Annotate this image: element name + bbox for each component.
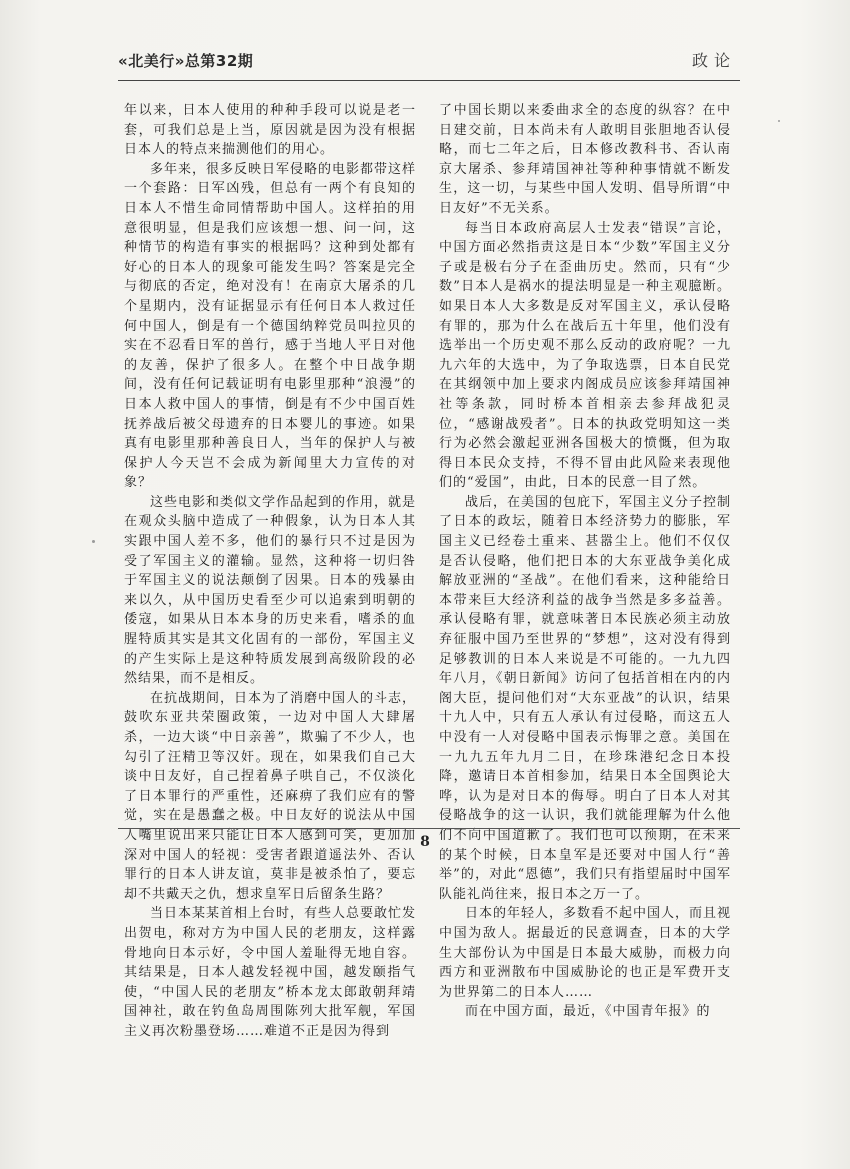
- paragraph: 当日本某某首相上台时，有些人总要敢忙发出贺电，称对方为中国人民的老朋友，这样露骨地向日本示好，令中国人羞耻得无地自容。其结果是，日本人越发轻视中国，越发颐指气使，“中国人民的老朋友”桥本龙太郎敢朝拜靖国神社，敢在钓鱼岛周围陈列大批军舰，军国主义再次粉墨登场……难道不正是因为得到: [124, 906, 417, 1039]
- left-column: [124, 101, 417, 1039]
- paragraph: 了中国长期以来委曲求全的态度的纵容？在中日建交前，日本尚未有人敢明目张胆地否认侵略，而七二年之后，日本修改教科书、否认南京大屠杀、参拜靖国神社等种种事情就不断发生，这一切，与某些中国人发明、倡导所谓“中日友好”不无关系。: [439, 103, 731, 216]
- paragraph: 而在中国方面，最近，《中国青年报》的: [465, 1004, 711, 1020]
- paragraph: 年以来，日本人使用的种种手段可以说是老一套，可我们总是上当，原因就是因为没有根据日本人的特点来揣测他们的用心。: [124, 103, 416, 158]
- paragraph: 在抗战期间，日本为了消磨中国人的斗志，鼓吹东亚共荣圈政策，一边对中国人大肆屠杀，一边大谈“中日亲善”，欺骗了不少人，也勾引了汪精卫等汉奸。现在，如果我们自己大谈中日友好，自己捏着鼻子哄自己，不仅淡化了日本罪行的严重性，还麻痹了我们应有的警觉，实在是愚蠢之极。中日友好的说法从中国人嘴里说出来只能让日本人感到可笑，更加加深对中国人的轻视：受害者跟道遥法外、否认罪行的日本人讲友谊，莫非是被杀怕了，要忘却不共戴天之仇，想求皇军日后留条生路？: [124, 690, 417, 902]
- scan-speck: [778, 120, 780, 122]
- section-title: 政论: [691, 51, 736, 70]
- page-header: [118, 46, 740, 80]
- magazine-title: «北美行»总第32期: [118, 52, 254, 70]
- right-column: [439, 101, 732, 1020]
- page-number: 8: [420, 834, 430, 850]
- paragraph: 每当日本政府高层人士发表“错误”言论，中国方面必然指责这是日本“少数”军国主义分子或是极右分子在歪曲历史。然而，只有“少数”日本人是祸水的提法明显是一种主观臆断。如果日本人大多数是反对军国主义，承认侵略有罪的，那为什么在战后五十年里，他们没有选举出一个历史观不那么反动的政府呢？一九九六年的大选中，为了争取选票，日本自民党在其纲领中加上要求内阁成员应该参拜靖国神社等条款，同时桥本首相亲去参拜战犯灵位，“感谢战殁者”。日本的执政党明知这一类行为必然会激起亚洲各国极大的愤慨，但为取得日本民众支持，不得不冒由此风险来表现他们的“爱国”，由此，日本的民意一目了然。: [439, 220, 731, 491]
- paragraph: 这些电影和类似文学作品起到的作用，就是在观众头脑中造成了一种假象，认为日本人其实跟中国人差不多，他们的暴行只不过是因为受了军国主义的灌输。显然，这种将一切归咎于军国主义的说法颠倒了因果。日本的残暴由来以久，从中国历史看至少可以追索到明朝的倭寇，如果从日本本身的历史来看，嗜杀的血腥特质其实是其文化固有的一部份，军国主义的产生实际上是这种特质发展到高级阶段的必然结果，而不是相反。: [124, 494, 417, 687]
- header-rule: [118, 80, 740, 81]
- footer-rule: [118, 828, 740, 829]
- scan-speck: [92, 540, 95, 543]
- paragraph: 多年来，很多反映日军侵略的电影都带这样一个套路：日军凶残，但总有一两个有良知的日本人不惜生命同情帮助中国人。这样拍的用意很明显，但是我们应该想一想、问一问，这种情节的构造有事实的根据吗？这种到处都有好心的日本人的现象可能发生吗？答案是完全与彻底的否定，绝对没有！在南京大屠杀的几个星期内，没有证据显示有任何日本人救过任何中国人，倒是有一个德国纳粹党员叫拉贝的实在不忍看日军的兽行，感于当地人平日对他的友善，保护了很多人。在整个中日战争期间，没有任何记载证明有电影里那种“浪漫”的日本人救中国人的事情，倒是有不少中国百姓抚养战后被父母遗弃的日本婴儿的事迹。如果真有电影里那种善良日人，当年的保护人与被保护人今天岂不会成为新闻里大力宣传的对象？: [124, 161, 417, 491]
- paragraph: 日本的年轻人，多数看不起中国人，而且视中国为敌人。据最近的民意调查，日本的大学生大部份认为中国是日本最大威胁，而极力向西方和亚洲散布中国威胁论的也正是军费开支为世界第二的日本人……: [439, 906, 732, 1000]
- paragraph: 战后，在美国的包庇下，军国主义分子控制了日本的政坛，随着日本经济势力的膨胀，军国主义已经卷土重来、甚嚣尘上。他们不仅仅是否认侵略，他们把日本的大东亚战争美化成解放亚洲的“圣战”。在他们看来，这种能给日本带来巨大经济利益的战争当然是多多益善。承认侵略有罪，就意味著日本民族必须主动放弃征服中国乃至世界的“梦想”，这对没有得到足够教训的日本人来说是不可能的。一九九四年八月，《朝日新闻》访问了包括首相在内的内阁大臣，提问他们对“大东亚战”的认识，结果十九人中，只有五人承认有过侵略，而这五人中没有一人对侵略中国表示悔罪之意。美国在一九九五年九月二日，在珍珠港纪念日本投降，邀请日本首相参加，结果日本全国舆论大哗，认为是对日本的侮辱。明白了日本人对其侵略战争的这一认识，我们就能理解为什么他们不向中国道歉了。我们也可以预期，在未来的某个时候，日本皇军是还要对中国人行“善举”的，对此“恩德”，我们只有指望届时中国军队能礼尚往来，报日本之万一了。: [439, 494, 732, 902]
